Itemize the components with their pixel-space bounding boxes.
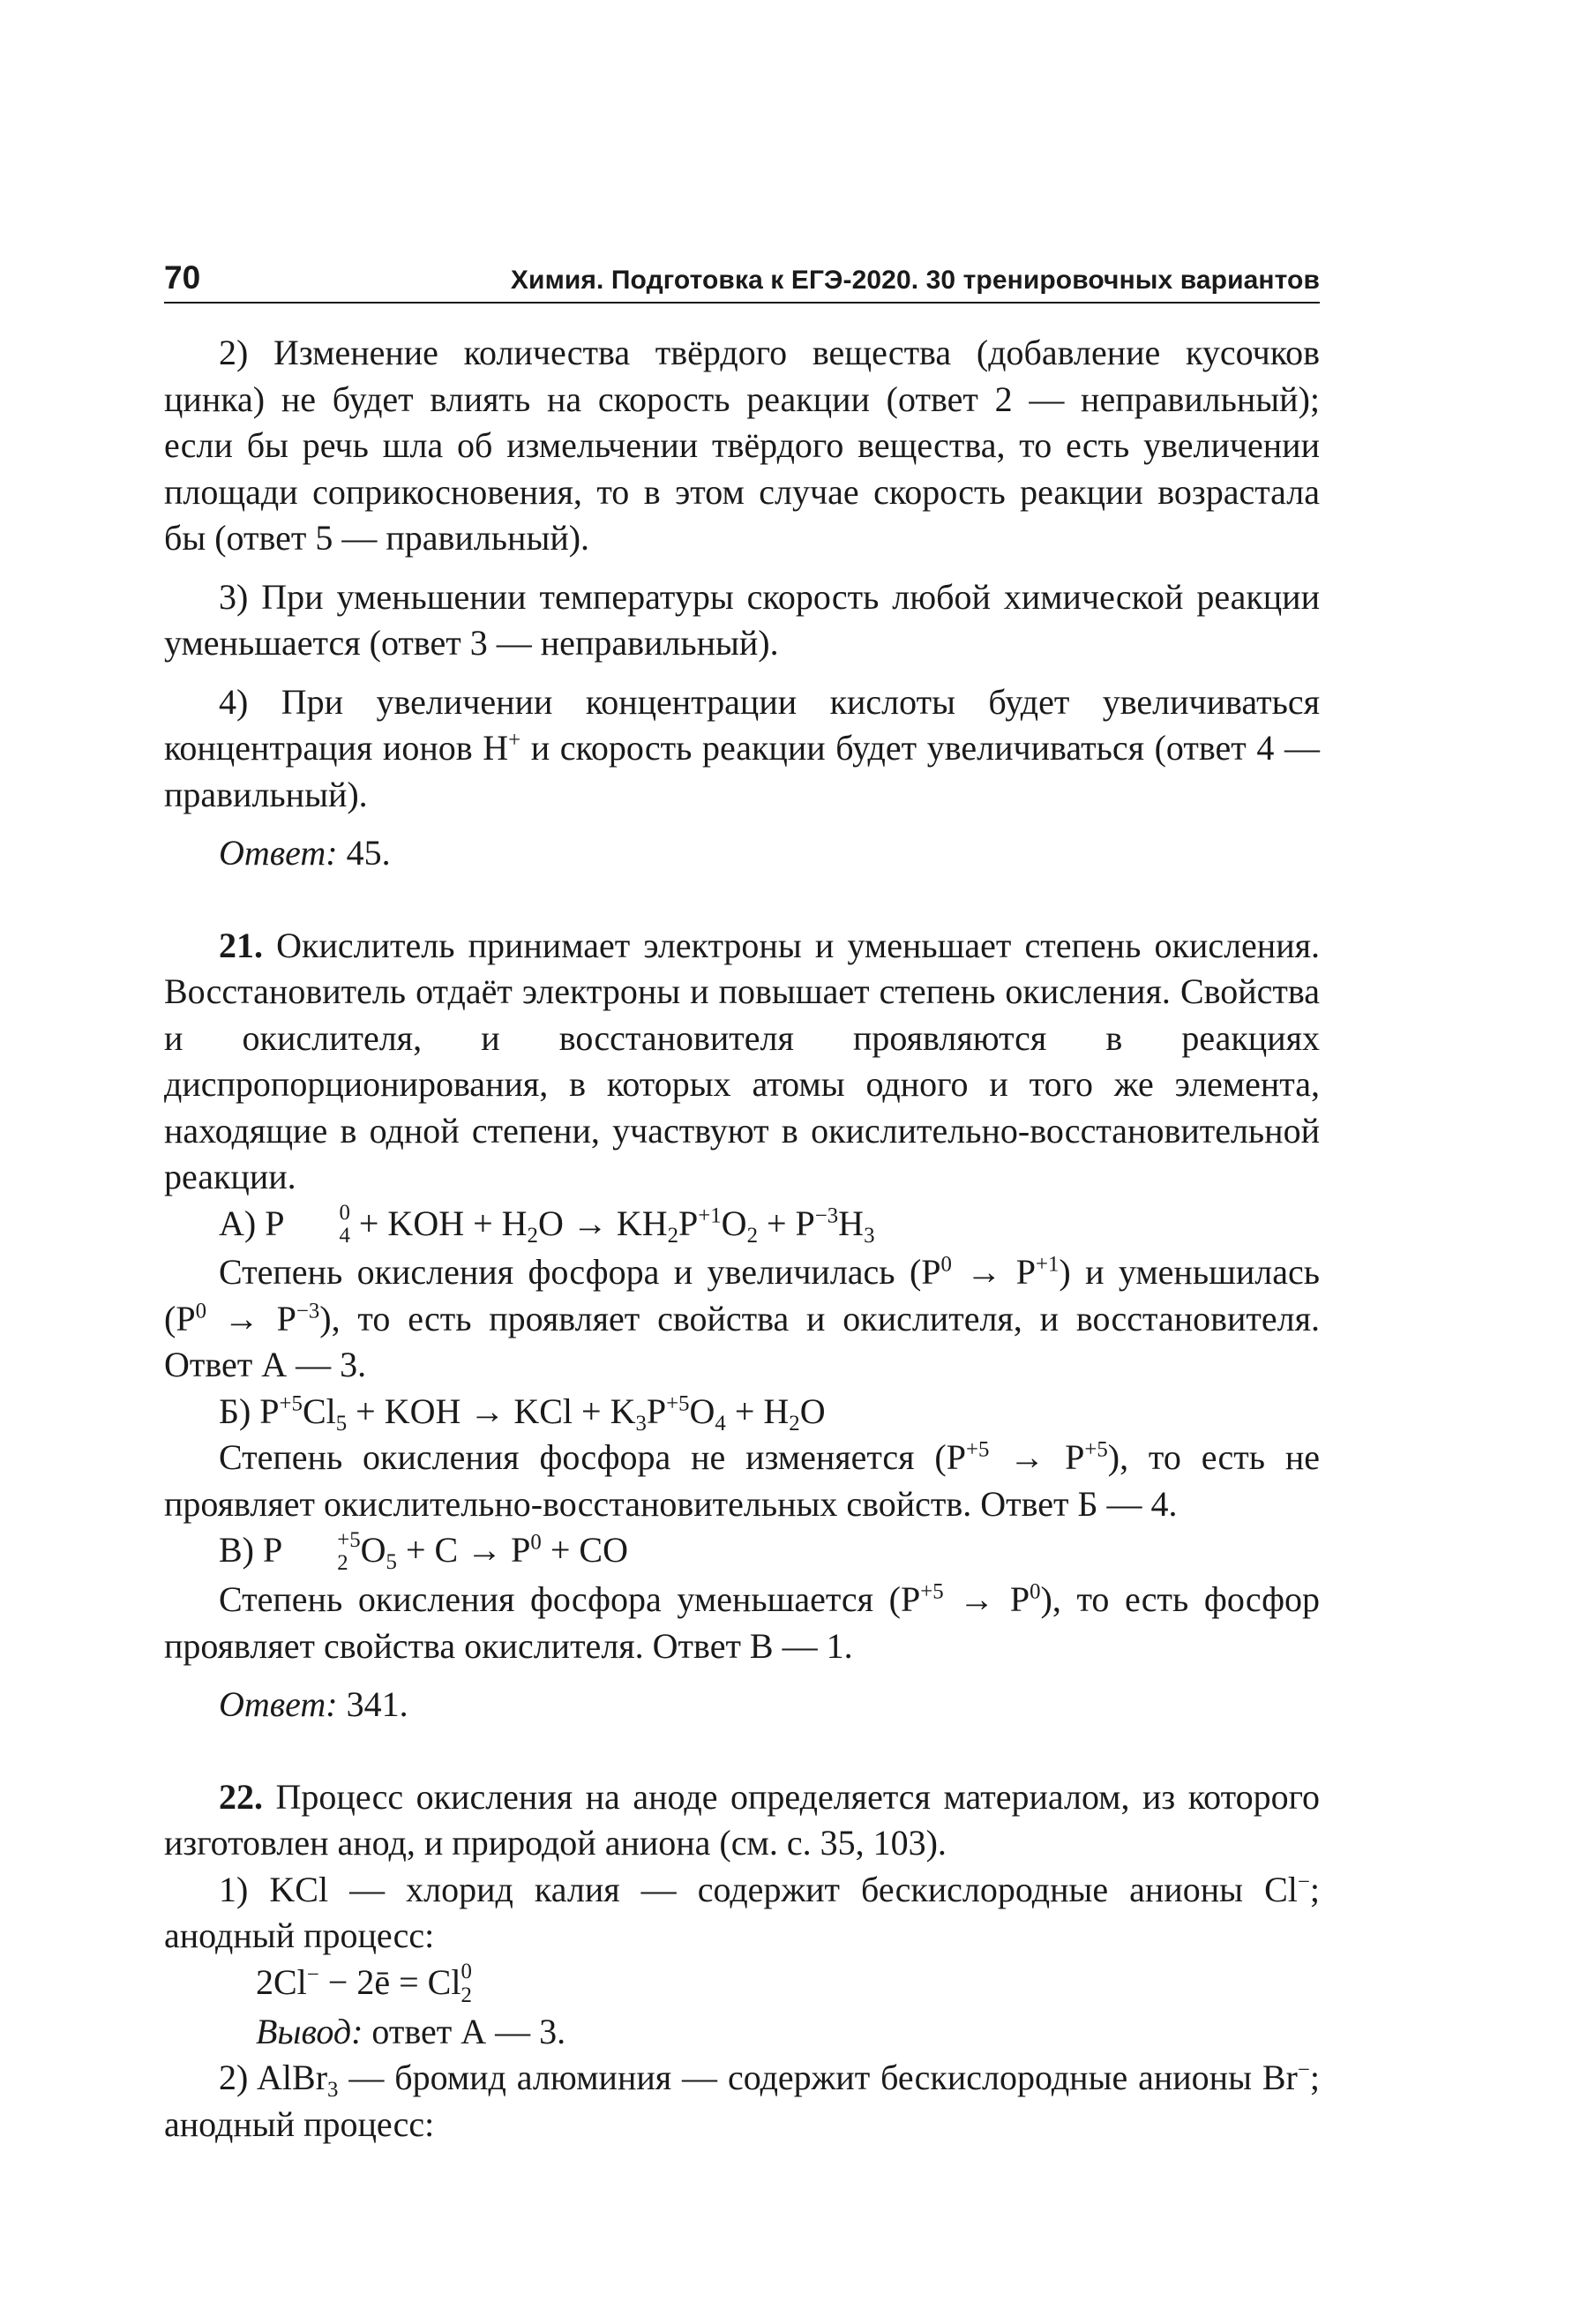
- q21-equation-b: Б) $P^{+5}Cl_5$ + KOH → KCl + $K_3P^{+5}O_4 + H_2O$: [219, 1391, 826, 1436]
- q21-explanation-a: Степень окисления фосфора и увеличилась $(P^0 \to P^{+1})$ и уменьшилась $(P^0 \to P^{-3})$, то есть проявляет свойства и окислителя, и восстановителя. Ответ А — 3.: [164, 1252, 1320, 1385]
- q21-explanation-c: Степень окисления фосфора уменьшается $(P^{+5} \to P^0)$, то есть фосфор проявляет свойства окислителя. Ответ В — 1.: [164, 1579, 1320, 1666]
- q22-anode-equation: 2Cl− − 2ē = Cl 0 2: [256, 1960, 472, 2007]
- question-number: 21.: [219, 925, 263, 965]
- answer-value: 45.: [337, 833, 391, 873]
- answer-label: Ответ:: [219, 833, 338, 873]
- book-title: Химия. Подготовка к ЕГЭ-2020. 30 тренировочных вариантов: [510, 266, 1320, 295]
- answer-value: 341.: [337, 1684, 408, 1725]
- q22-paragraph-2: 2) AlBr$_3$ — бромид алюминия — содержит бескислородные анионы Br−; анодный процесс:: [164, 2058, 1320, 2144]
- q21-answer: [164, 1682, 1320, 1728]
- q20-paragraph-2: 2) Изменение количества твёрдого вещества (добавление кусочков цинка) не будет влиять на скорость реакции (ответ 2 — неправильный); если бы речь шла об измельчении твёрдого вещества, то есть увеличении площади соприкосновения, то в этом случае скорость реакции возрастала бы (ответ 5 — правильный).: [164, 333, 1320, 558]
- page-number: 70: [164, 259, 201, 296]
- conclusion-label: Вывод:: [256, 2011, 363, 2051]
- page: [164, 259, 1320, 2148]
- q20-paragraph-4: 4) При увеличении концентрации кислоты будет увеличиваться концентрация ионов H+ и скорость реакции будет увеличиваться (ответ 4 — правильный).: [164, 681, 1320, 814]
- answer-label: Ответ:: [219, 1684, 338, 1725]
- q22-paragraph-1: 1) KCl — хлорид калия — содержит бескислородные анионы Cl−; анодный процесс:: [164, 1869, 1320, 1956]
- q21-explanation-b: Степень окисления фосфора не изменяется $(P^{+5} \to P^{+5})$, то есть не проявляет окислительно-восстановительных свойств. Ответ Б — 4.: [164, 1437, 1321, 1524]
- q22-conclusion: Вывод: ответ А — 3.: [256, 2011, 566, 2051]
- q21-equation-a: А) P 0 4 + KOH + $H_2O \to KH_2P^{+1}O_2 + P^{-3}H_3$: [219, 1201, 875, 1248]
- q20-answer: [164, 830, 1320, 877]
- q21-equation-c: В) P +5 2 $O_5 + C \to P^0$ + CO: [219, 1528, 628, 1576]
- running-header: [164, 259, 1320, 304]
- question-number: 22.: [219, 1776, 263, 1817]
- body-text: [164, 330, 1320, 2148]
- q21-intro: 21. Окислитель принимает электроны и уменьшает степень окисления. Восстановитель отдаёт электроны и повышает степень окисления. Свойства и окислителя, и восстановителя проявляются в реакциях диспропорционирования, в которых атомы одного и того же элемента, находящие в одной степени, участвуют в окислительно-восстановительной реакции.: [164, 925, 1320, 1196]
- q20-paragraph-3: 3) При уменьшении температуры скорость любой химической реакции уменьшается (ответ 3 — неправильный).: [164, 576, 1320, 663]
- q22-intro: 22. Процесс окисления на аноде определяется материалом, из которого изготовлен анод, и природой аниона (см. с. 35, 103).: [164, 1776, 1320, 1863]
